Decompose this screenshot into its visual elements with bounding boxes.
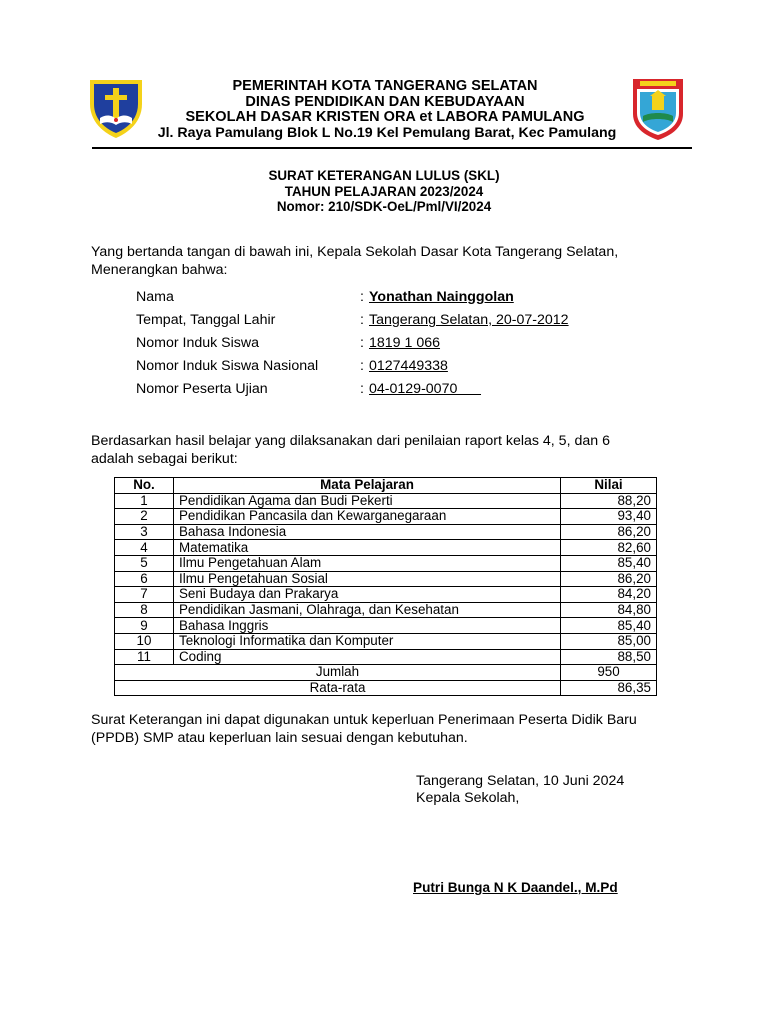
signature-block	[416, 773, 624, 807]
signature-role: Kepala Sekolah,	[416, 790, 520, 806]
student-name: Yonathan Nainggolan	[369, 289, 514, 305]
grades-body	[115, 493, 657, 696]
row-no: 9	[115, 618, 174, 634]
identity-label: Tempat, Tanggal Lahir	[136, 312, 276, 328]
signature-place-date: Tangerang Selatan, 10 Juni 2024	[416, 773, 625, 789]
signatory-name: Putri Bunga N K Daandel., M.Pd	[413, 880, 618, 895]
row-no: 10	[115, 633, 174, 649]
table-row	[115, 555, 657, 571]
total-label: Jumlah	[115, 665, 561, 681]
column-header-no: No.	[115, 478, 174, 494]
table-header-row	[115, 478, 657, 494]
total-row	[115, 665, 657, 681]
student-exam-number: 04-0129-0070	[369, 381, 482, 397]
identity-label: Nomor Induk Siswa Nasional	[136, 358, 319, 374]
school-name: SEKOLAH DASAR KRISTEN ORA et LABORA PAMULANG	[185, 109, 585, 125]
row-subject: Pendidikan Agama dan Budi Pekerti	[174, 493, 561, 509]
intro-paragraph	[91, 243, 691, 279]
average-value: 86,35	[561, 680, 657, 696]
identity-label: Nomor Peserta Ujian	[136, 381, 268, 397]
row-subject: Pendidikan Pancasila dan Kewarganegaraan	[174, 509, 561, 525]
row-no: 7	[115, 587, 174, 603]
identity-separator: :	[360, 358, 364, 374]
identity-separator: :	[360, 335, 364, 351]
row-subject: Ilmu Pengetahuan Sosial	[174, 571, 561, 587]
table-row	[115, 618, 657, 634]
table-row	[115, 493, 657, 509]
student-nisn: 0127449338	[369, 358, 448, 374]
usage-line: (PPDB) SMP atau keperluan lain sesuai dengan kebutuhan.	[91, 730, 468, 746]
letterhead-divider	[92, 147, 692, 149]
average-label: Rata-rata	[115, 680, 561, 696]
city-emblem-icon	[630, 76, 686, 142]
identity-label: Nomor Induk Siswa	[136, 335, 260, 351]
identity-label: Nama	[136, 289, 174, 305]
identity-separator: :	[360, 381, 364, 397]
table-row	[115, 649, 657, 665]
government-name: PEMERINTAH KOTA TANGERANG SELATAN	[232, 78, 538, 94]
table-row	[115, 540, 657, 556]
row-subject: Seni Budaya dan Prakarya	[174, 587, 561, 603]
row-subject: Coding	[174, 649, 561, 665]
student-nis: 1819 1 066	[369, 335, 441, 351]
table-row	[115, 633, 657, 649]
column-header-subject: Mata Pelajaran	[174, 478, 561, 494]
table-row	[115, 571, 657, 587]
usage-paragraph	[91, 711, 701, 747]
row-no: 6	[115, 571, 174, 587]
row-score: 88,20	[561, 493, 657, 509]
academic-year: TAHUN PELAJARAN 2023/2024	[284, 183, 484, 199]
identity-separator: :	[360, 289, 364, 305]
basis-line: adalah sebagai berikut:	[91, 451, 238, 467]
row-score: 85,00	[561, 633, 657, 649]
row-subject: Pendidikan Jasmani, Olahraga, dan Kesehatan	[174, 602, 561, 618]
row-subject: Bahasa Indonesia	[174, 524, 561, 540]
row-subject: Teknologi Informatika dan Komputer	[174, 633, 561, 649]
row-score: 88,50	[561, 649, 657, 665]
row-score: 84,80	[561, 602, 657, 618]
row-no: 5	[115, 555, 174, 571]
column-header-score: Nilai	[561, 478, 657, 494]
department-name: DINAS PENDIDIKAN DAN KEBUDAYAAN	[245, 93, 525, 110]
table-row	[115, 587, 657, 603]
letterhead-text	[130, 79, 640, 141]
usage-line: Surat Keterangan ini dapat digunakan untuk keperluan Penerimaan Peserta Didik Baru	[91, 712, 637, 728]
table-row	[115, 509, 657, 525]
row-no: 8	[115, 602, 174, 618]
table-row	[115, 524, 657, 540]
row-no: 2	[115, 509, 174, 525]
row-score: 85,40	[561, 555, 657, 571]
intro-line: Menerangkan bahwa:	[91, 262, 228, 278]
row-subject: Bahasa Inggris	[174, 618, 561, 634]
basis-line: Berdasarkan hasil belajar yang dilaksanakan dari penilaian raport kelas 4, 5, dan 6	[91, 433, 610, 449]
row-subject: Matematika	[174, 540, 561, 556]
row-no: 4	[115, 540, 174, 556]
row-score: 93,40	[561, 509, 657, 525]
row-score: 84,20	[561, 587, 657, 603]
row-no: 3	[115, 524, 174, 540]
document-number: Nomor: 210/SDK-OeL/Pml/VI/2024	[276, 199, 492, 214]
grades-table	[114, 477, 657, 696]
row-score: 85,40	[561, 618, 657, 634]
row-no: 11	[115, 649, 174, 665]
intro-line: Yang bertanda tangan di bawah ini, Kepala Sekolah Dasar Kota Tangerang Selatan,	[91, 244, 619, 260]
row-score: 82,60	[561, 540, 657, 556]
total-value: 950	[561, 665, 657, 681]
document-title: SURAT KETERANGAN LULUS (SKL)	[268, 168, 500, 183]
row-score: 86,20	[561, 524, 657, 540]
row-no: 1	[115, 493, 174, 509]
identity-separator: :	[360, 312, 364, 328]
school-address: Jl. Raya Pamulang Blok L No.19 Kel Pemulang Barat, Kec Pamulang	[157, 124, 617, 141]
row-score: 86,20	[561, 571, 657, 587]
letterhead	[0, 0, 768, 150]
table-row	[115, 602, 657, 618]
average-row	[115, 680, 657, 696]
basis-paragraph	[91, 432, 691, 468]
document-title-block	[0, 168, 768, 215]
student-birth: Tangerang Selatan, 20-07-2012	[369, 312, 569, 328]
row-subject: Ilmu Pengetahuan Alam	[174, 555, 561, 571]
